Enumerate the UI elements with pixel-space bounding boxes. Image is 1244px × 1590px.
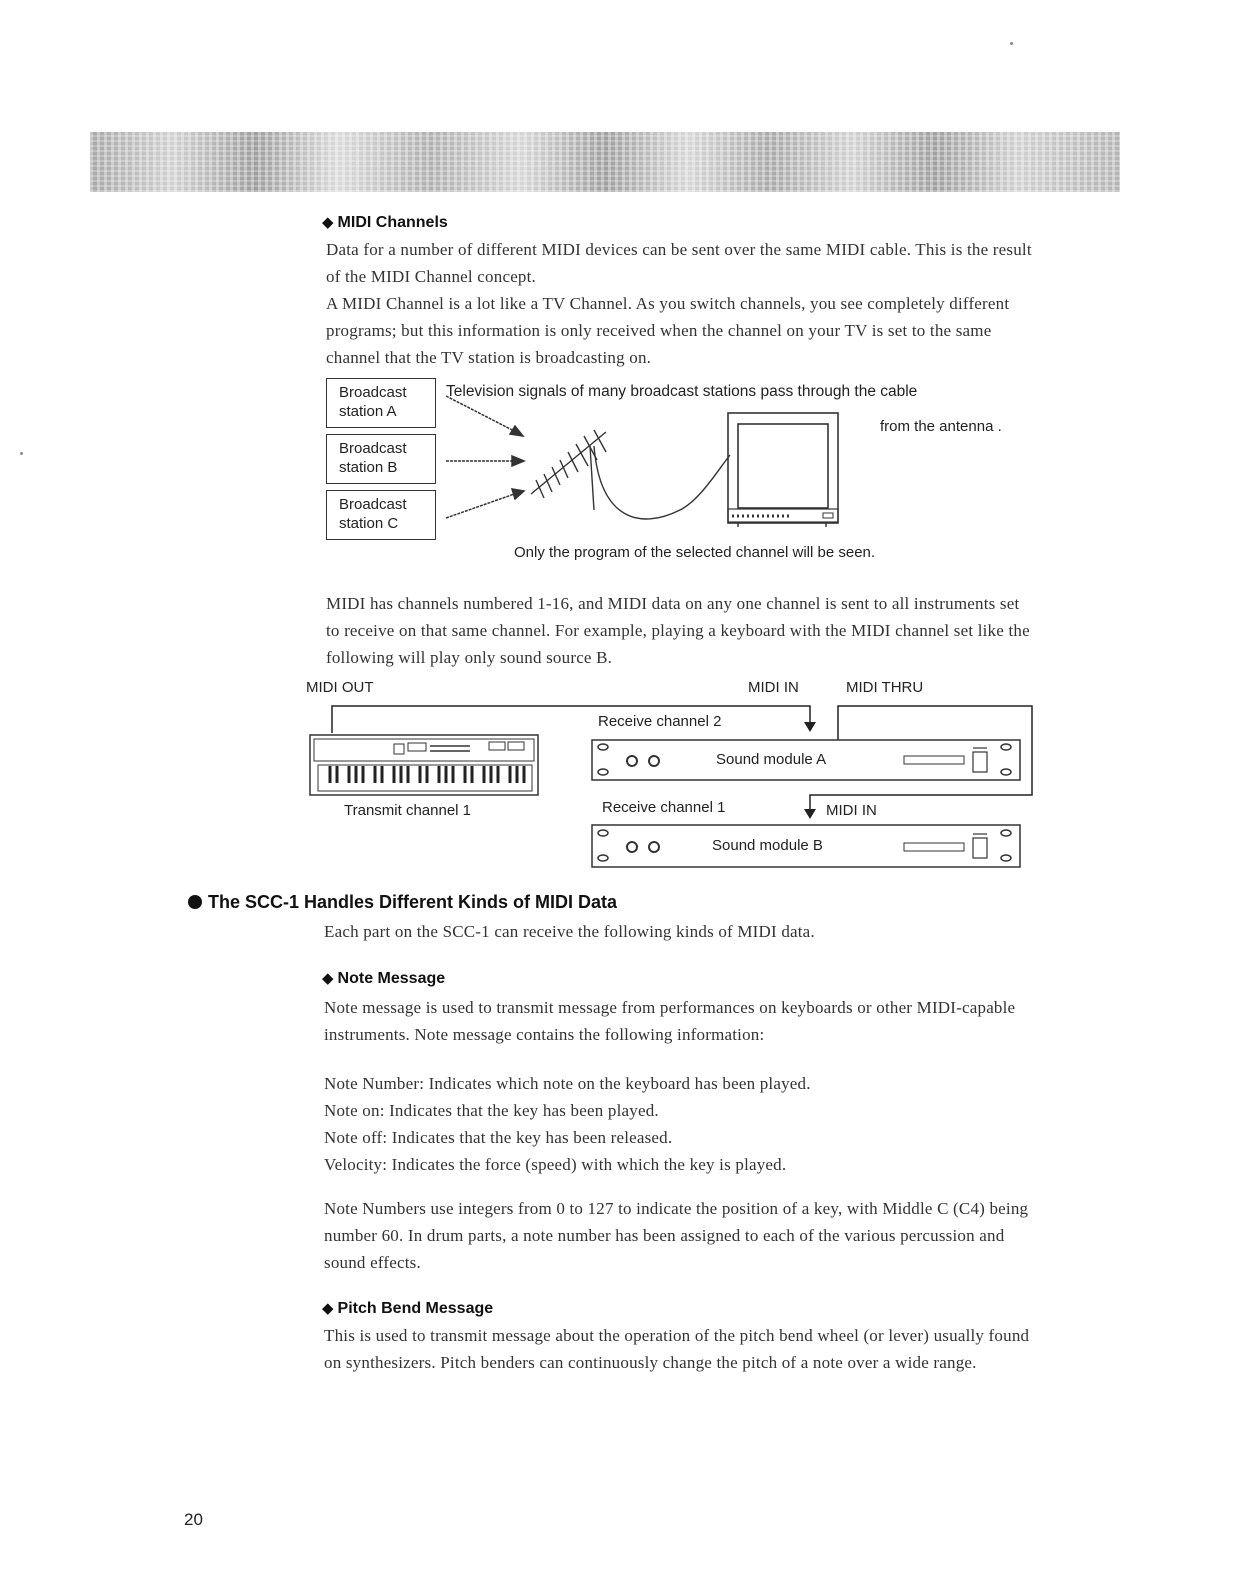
- broadcast-station-c: Broadcast station C: [326, 490, 436, 540]
- page-number: 20: [184, 1510, 203, 1529]
- midi-in-label: MIDI IN: [748, 679, 799, 696]
- tv-caption-line1: Television signals of many broadcast stations pass through the cable: [446, 383, 918, 400]
- keyboard-keys: [330, 766, 524, 783]
- midi-channels-heading: ◆ MIDI Channels: [322, 214, 448, 231]
- broadcast-station-a: Broadcast station A: [326, 378, 436, 428]
- pitch-bend-heading: ◆ Pitch Bend Message: [322, 1300, 494, 1317]
- receive-channel-2-label: Receive channel 2: [598, 713, 722, 730]
- receive-channel-1-label: Receive channel 1: [602, 799, 726, 816]
- diamond-icon: ◆: [322, 970, 334, 987]
- tv-bottom-caption: Only the program of the selected channel will be seen.: [514, 544, 876, 561]
- list-item: Note off: Indicates that the key has been released.: [324, 1128, 673, 1147]
- diamond-icon: ◆: [322, 214, 334, 231]
- bullet-icon: [188, 895, 202, 909]
- scc1-section-heading: The SCC-1 Handles Different Kinds of MIDI Data: [188, 892, 617, 913]
- broadcast-station-b: Broadcast station B: [326, 434, 436, 484]
- sound-module-a-label: Sound module A: [716, 751, 827, 768]
- note-message-heading: ◆ Note Message: [322, 970, 446, 987]
- midi-channel-numbers-text: MIDI has channels numbered 1-16, and MIDI data on any one channel is sent to all instruments set to receive on that same channel. For example, playing a keyboard with the MIDI channel set like the following will play only sound source B.: [326, 594, 1030, 667]
- television-icon: [728, 413, 838, 527]
- paragraph: A MIDI Channel is a lot like a TV Channel. As you switch channels, you see completely different programs; but this information is only received when the channel on your TV is set to the same channel that the TV station is broadcasting on.: [326, 294, 1010, 367]
- signal-arrows: [446, 396, 524, 518]
- transmit-channel-1-label: Transmit channel 1: [344, 802, 472, 819]
- midi-thru-label: MIDI THRU: [846, 679, 924, 696]
- midi-out-label: MIDI OUT: [306, 679, 374, 696]
- antenna-icon: [531, 430, 730, 519]
- list-item: Note on: Indicates that the key has been played.: [324, 1101, 659, 1120]
- paragraph: Data for a number of different MIDI devices can be sent over the same MIDI cable. This is the result of the MIDI Channel concept.: [326, 240, 1032, 286]
- note-numbers-text: Note Numbers use integers from 0 to 127 to indicate the position of a key, with Middle C (C4) being number 60. In drum parts, a note number has been assigned to each of the various percussion and sound effects.: [324, 1199, 1029, 1272]
- midi-in-bottom-label: MIDI IN: [826, 802, 877, 819]
- sound-module-b-label: Sound module B: [712, 837, 823, 854]
- pitch-bend-text: This is used to transmit message about the operation of the pitch bend wheel (or lever) usually found on synthesizers. Pitch benders can continuously change the pitch of a note over a wide range.: [324, 1326, 1030, 1372]
- note-message-text: Note message is used to transmit message from performances on keyboards or other MIDI-capable instruments. Note message contains the following information:: [324, 998, 1016, 1044]
- tv-caption-line2: from the antenna .: [880, 418, 1002, 435]
- list-item: Note Number: Indicates which note on the keyboard has been played.: [324, 1074, 811, 1093]
- scc1-intro-text: Each part on the SCC-1 can receive the following kinds of MIDI data.: [324, 922, 815, 941]
- list-item: Velocity: Indicates the force (speed) with which the key is played.: [324, 1155, 787, 1174]
- keyboard-icon: [310, 735, 538, 795]
- diamond-icon: ◆: [322, 1300, 334, 1317]
- note-message-items: [324, 1070, 1034, 1178]
